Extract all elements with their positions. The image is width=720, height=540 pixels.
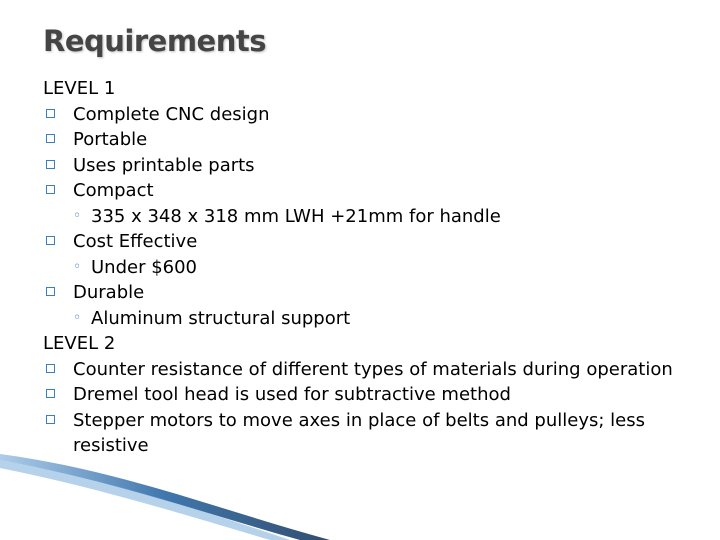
slide-title: Requirements (43, 24, 266, 58)
list-item-text: Uses printable parts (73, 154, 255, 176)
checkbox-bullet-icon (46, 185, 55, 194)
decorative-swoosh (0, 440, 720, 540)
list-item (43, 153, 683, 179)
sub-item-text: Under $600 (91, 256, 198, 278)
sub-item-text: 335 x 348 x 318 mm LWH +21mm for handle (91, 205, 501, 227)
checkbox-bullet-icon (46, 134, 55, 143)
level-2-heading: LEVEL 2 (43, 333, 116, 354)
checkbox-bullet-icon (46, 287, 55, 296)
list-item (43, 357, 683, 383)
list-item-text: Dremel tool head is used for subtractive method (73, 384, 511, 405)
checkbox-bullet-icon (46, 364, 55, 373)
list-item (43, 127, 683, 153)
list-item (43, 178, 683, 204)
circle-bullet-icon: ◦ (73, 258, 82, 275)
list-item-text: Durable (73, 282, 145, 303)
checkbox-bullet-icon (46, 415, 55, 424)
list-item (43, 229, 683, 255)
list-item (43, 280, 683, 306)
sub-item (43, 255, 683, 281)
list-item-text: Complete CNC design (73, 103, 270, 125)
circle-bullet-icon: ◦ (73, 207, 82, 224)
checkbox-bullet-icon (46, 109, 55, 118)
list-item-text: Stepper motors to move axes in place of belts and pulleys; less resistive (73, 409, 645, 456)
sub-item (43, 306, 683, 332)
slide-content (43, 76, 683, 459)
list-item (43, 102, 683, 128)
checkbox-bullet-icon (46, 236, 55, 245)
sub-item (43, 204, 683, 230)
list-item-text: Cost Effective (73, 231, 198, 252)
list-item (43, 382, 683, 408)
level-1-heading: LEVEL 1 (43, 78, 116, 99)
checkbox-bullet-icon (46, 389, 55, 398)
list-item-text: Counter resistance of different types of materials during operation (73, 358, 673, 380)
circle-bullet-icon: ◦ (73, 309, 82, 326)
list-item-text: Portable (73, 129, 148, 150)
checkbox-bullet-icon (46, 160, 55, 169)
sub-item-text: Aluminum structural support (91, 307, 351, 329)
list-item-text: Compact (73, 180, 154, 201)
